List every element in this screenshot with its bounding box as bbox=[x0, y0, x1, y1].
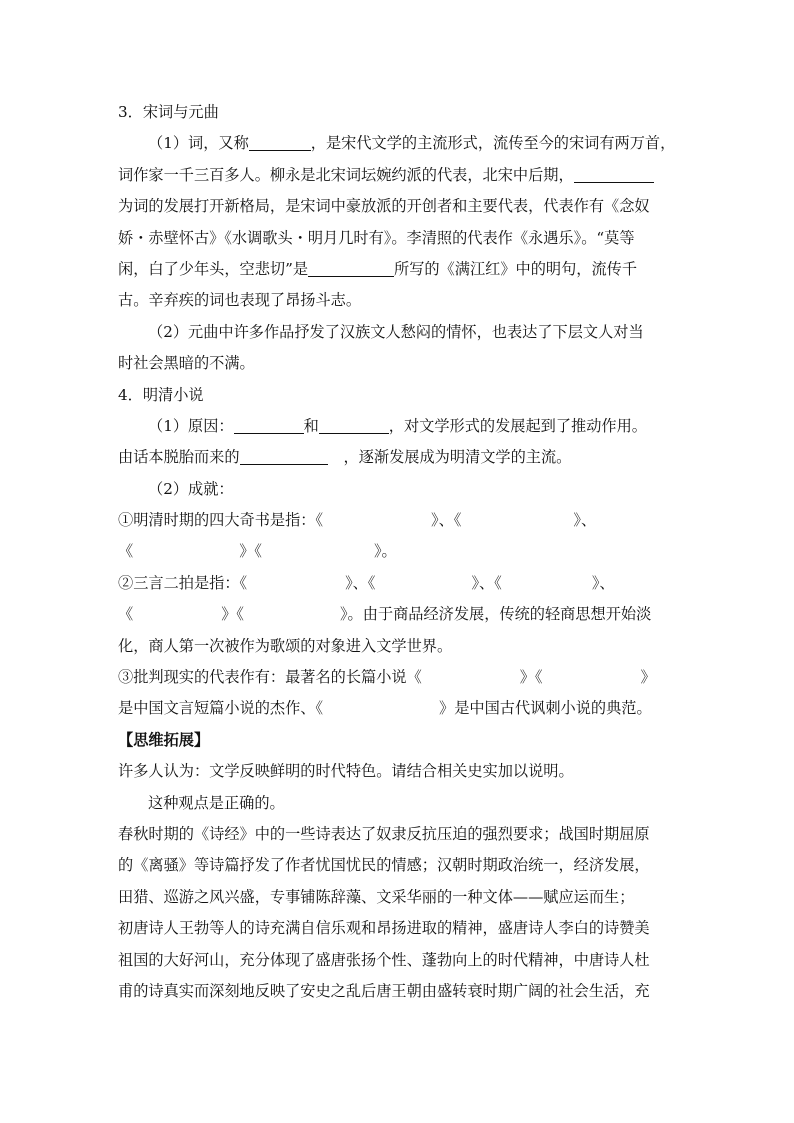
text-segment: 闲，白了少年头，空悲切”是 bbox=[118, 259, 309, 278]
extension-answer-intro: 这种观点是正确的。 bbox=[148, 793, 285, 812]
text-segment: 》、《 bbox=[431, 511, 462, 530]
fill-blank[interactable] bbox=[574, 164, 654, 183]
text-segment: 》 bbox=[640, 668, 656, 687]
text-segment: 》《 bbox=[239, 542, 262, 561]
section-3-para-2-line-2: 时社会黑暗的不满。 bbox=[118, 354, 255, 373]
extension-answer-line-1: 春秋时期的《诗经》中的一些诗表达了奴隶反抗压迫的强烈要求；战国时期屈原 bbox=[118, 824, 650, 843]
extension-answer-line-5: 祖国的大好河山，充分体现了盛唐张扬个性、蓬勃向上的时代精神，中唐诗人杜 bbox=[118, 950, 650, 969]
fill-blank[interactable] bbox=[249, 132, 311, 151]
text-segment: ，逐渐发展成为明清文学的主流。 bbox=[343, 448, 572, 467]
section-3-para-1-line-1 bbox=[118, 128, 678, 159]
text-segment: 》、《 bbox=[345, 573, 376, 592]
section-4-para-1-line-1 bbox=[118, 411, 678, 442]
text-segment: 》《 bbox=[221, 605, 244, 624]
extension-answer-line-2: 的《离骚》等诗篇抒发了作者忧国忧民的情感；汉朝时期政治统一，经济发展， bbox=[118, 856, 650, 875]
text-segment: ，是宋代文学的主流形式，流传至今的宋词有两万首， bbox=[310, 134, 676, 153]
section-3-para-1-line-2 bbox=[118, 160, 678, 191]
fill-blank[interactable] bbox=[319, 415, 389, 434]
text-segment: 《 bbox=[118, 542, 134, 561]
section-4-para-1-line-2 bbox=[118, 442, 678, 473]
section-4-heading: 4．明清小说 bbox=[118, 385, 204, 404]
text-segment: （1）原因： bbox=[148, 416, 234, 435]
text-segment: ③批判现实的代表作有：最著名的长篇小说《 bbox=[118, 668, 422, 687]
q1-line-1 bbox=[118, 505, 678, 536]
text-segment: 》《 bbox=[519, 668, 543, 687]
section-3-para-2-line-1: （2）元曲中许多作品抒发了汉族文人愁闷的情怀，也表达了下层文人对当 bbox=[148, 322, 644, 341]
text-segment: 》、 bbox=[591, 573, 615, 592]
text-segment: 》。 bbox=[373, 542, 397, 561]
text-segment: （1）词，又称 bbox=[148, 134, 249, 153]
fill-blank[interactable] bbox=[234, 415, 304, 434]
q3-line-2 bbox=[118, 693, 678, 724]
extension-question: 许多人认为：文学反映鲜明的时代特色。请结合相关史实加以说明。 bbox=[118, 762, 574, 781]
q3-line-1 bbox=[118, 662, 678, 693]
extension-heading: 【思维拓展】 bbox=[118, 730, 210, 749]
text-segment: 》。由于商品经济发展，传统的轻商思想开始淡 bbox=[339, 605, 652, 624]
section-4-para-2: （2）成就： bbox=[148, 479, 234, 498]
text-segment: 《 bbox=[118, 605, 134, 624]
section-3-para-1-line-5 bbox=[118, 254, 678, 285]
section-3-para-1-line-4: 娇・赤壁怀古》《水调歌头・明月几时有》。李清照的代表作《永遇乐》。“莫等 bbox=[118, 228, 635, 247]
q2-line-2 bbox=[118, 599, 678, 630]
q1-line-2 bbox=[118, 536, 678, 567]
text-segment: ②三言二拍是指：《 bbox=[118, 573, 248, 592]
fill-blank[interactable] bbox=[308, 258, 394, 277]
text-segment: 》、 bbox=[573, 511, 597, 530]
text-segment: 词作家一千三百多人。柳永是北宋词坛婉约派的代表，北宋中后期， bbox=[118, 165, 574, 184]
section-3-para-1-line-3: 为词的发展打开新格局，是宋词中豪放派的开创者和主要代表，代表作有《念奴 bbox=[118, 197, 650, 216]
text-segment: ①明清时期的四大奇书是指：《 bbox=[118, 511, 324, 530]
text-segment: 是中国文言短篇小说的杰作、《 bbox=[118, 699, 324, 718]
text-segment: 和 bbox=[303, 416, 319, 435]
text-segment: ，对文学形式的发展起到了推动作用。 bbox=[388, 416, 647, 435]
extension-answer-line-4: 初唐诗人王勃等人的诗充满自信乐观和昂扬进取的精神，盛唐诗人李白的诗赞美 bbox=[118, 919, 650, 938]
text-segment: 所写的《满江红》中的明句，流传千 bbox=[394, 259, 638, 278]
section-3-heading: 3．宋词与元曲 bbox=[118, 103, 219, 121]
section-3-para-1-line-6: 古。辛弃疾的词也表现了昂扬斗志。 bbox=[118, 291, 361, 310]
text-segment: 》是中国古代讽刺小说的典范。 bbox=[439, 699, 652, 718]
extension-answer-line-6: 甫的诗真实而深刻地反映了安史之乱后唐王朝由盛转衰时期广阔的社会生活，充 bbox=[118, 981, 650, 1000]
q2-line-1 bbox=[118, 568, 678, 599]
q2-line-3: 化，商人第一次被作为歌颂的对象进入文学世界。 bbox=[118, 636, 453, 655]
text-segment: 》、《 bbox=[471, 573, 502, 592]
fill-blank[interactable] bbox=[240, 446, 328, 465]
document-body bbox=[118, 97, 678, 1007]
extension-answer-line-3: 田猎、巡游之风兴盛，专事铺陈辞藻、文采华丽的一种文体——赋应运而生； bbox=[118, 887, 635, 906]
text-segment: 由话本脱胎而来的 bbox=[118, 448, 240, 467]
